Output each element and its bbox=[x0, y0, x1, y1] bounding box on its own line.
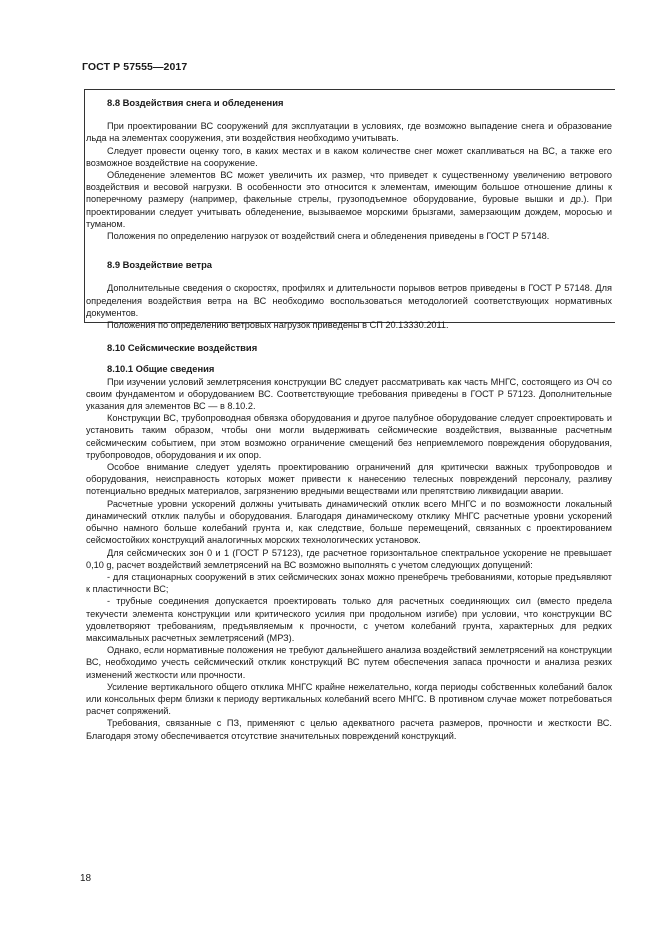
paragraph: Для сейсмических зон 0 и 1 (ГОСТ Р 57123), где расчетное горизонтальное спектральное ускорение не превышает 0,10 g, расчет воздействий землетрясений на ВС возможно выполнять с учетом следующих допущений: bbox=[86, 547, 612, 570]
paragraph: Дополнительные сведения о скоростях, профилях и длительности порывов ветров приведены в ГОСТ Р 57148. Для определения воздействия ветра на ВС необходимо воспользоваться методологией соответствующих нормативных документов. bbox=[86, 283, 612, 318]
paragraph: Конструкции ВС, трубопроводная обвязка оборудования и другое палубное оборудование следует спроектировать и установить таким образом, чтобы они могли выдерживать сейсмические воздействия, вызванные расчетным сейсмическим событием, при этом возможно ограничение смещений без неприемлемого повреждения оборудования, трубопроводов, оборудования и их опор. bbox=[86, 413, 612, 460]
paragraph: Следует провести оценку того, в каких местах и в каком количестве снег может скапливаться на ВС, а также его возможное воздействие на сооружение. bbox=[86, 145, 612, 168]
paragraph: Особое внимание следует уделять проектированию ограничений для критически важных трубопроводов и оборудования, неисправность которых может привести к нанесению телесных повреждений персоналу, разливу потенциально вредных материалов, загрязнению вредными веществами или препятствию ликвидации аварии. bbox=[86, 462, 612, 497]
section-8-8-title: 8.8 Воздействия снега и обледенения bbox=[107, 97, 284, 108]
section-8-9-title: 8.9 Воздействие ветра bbox=[107, 259, 213, 271]
standard-code: ГОСТ Р 57555—2017 bbox=[82, 61, 188, 73]
page-body bbox=[86, 97, 612, 742]
paragraph: При проектировании ВС сооружений для эксплуатации в условиях, где возможно выпадение снега и образование льда на элементах сооружения, эти воздействия необходимо учитывать. bbox=[86, 121, 612, 144]
list-item: - для стационарных сооружений в этих сейсмических зонах можно пренебречь требованиями, которые предъявляют к пластичности ВС; bbox=[86, 571, 612, 595]
list-item: - трубные соединения допускается проектировать только для расчетных соединяющих сил (вместо предела текучести элемента конструкции или критического усилия при продольном изгибе) при условии, что конструкции ВС удовлетворяют требованиям, предъявляемым к прочности, с учетом колебаний грунта, характерных для редких максимальных расчетных землетрясений (МРЗ). bbox=[86, 596, 612, 643]
paragraph: Требования, связанные с ПЗ, применяют с целью адекватного расчета размеров, прочности и жесткости ВС. Благодаря этому обеспечивается отсутствие значительных повреждений конструкций. bbox=[86, 718, 612, 741]
page-number: 18 bbox=[80, 873, 92, 884]
paragraph: Расчетные уровни ускорений должны учитывать динамический отклик всего МНГС и по возможности локальный динамический отклик палубы и оборудования. Благодаря динамическому отклику МНГС расчетные уровни ускорений обычно намного больше колебаний грунта и, как следствие, больше перемещений, связанных с проектированием сейсмостойких конструкций аналогичных морских технологических установок. bbox=[86, 498, 612, 546]
paragraph: Однако, если нормативные положения не требуют дальнейшего анализа воздействий землетрясений на конструкции ВС, необходимо учесть сейсмический отклик конструкций ВС путем обеспечения запаса прочности и анализа резких изменений жесткости или прочности. bbox=[86, 645, 612, 680]
paragraph: Положения по определению ветровых нагрузок приведены в СП 20.13330.2011. bbox=[107, 320, 449, 331]
paragraph: Усиление вертикального общего отклика МНГС крайне нежелательно, когда периоды собственных колебаний балок или консольных ферм близки к периоду вертикальных колебаний всего МНГС. В противном случае может потребоваться расчет сопряжений. bbox=[86, 681, 612, 717]
section-8-10-title: 8.10 Сейсмические воздействия bbox=[107, 342, 258, 354]
paragraph: Обледенение элементов ВС может увеличить их размер, что приведет к существенному увеличению ветрового воздействия и весовой нагрузки. В особенности это относится к элементам, имеющим большое отношение длины к поперечному размеру (например, факельные стрелы, грузоподъемное оборудование, буровые вышки и др.). При проектировании следует учитывать обледенение, вызываемое морскими брызгами, замерзающим дождем, моросью и туманом. bbox=[86, 170, 612, 229]
section-8-10-1-title: 8.10.1 Общие сведения bbox=[107, 363, 215, 375]
paragraph: Положения по определению нагрузок от воздействий снега и обледенения приведены в ГОСТ Р 57148. bbox=[107, 231, 550, 242]
paragraph: При изучении условий землетрясения конструкции ВС следует рассматривать как часть МНГС, состоящего из ОЧ со своим фундаментом и оборудованием ВС. Соответствующие требования приведены в ГОСТ Р 57123. Дополнительные указания для элементов ВС — в 8.10.2. bbox=[86, 376, 612, 412]
